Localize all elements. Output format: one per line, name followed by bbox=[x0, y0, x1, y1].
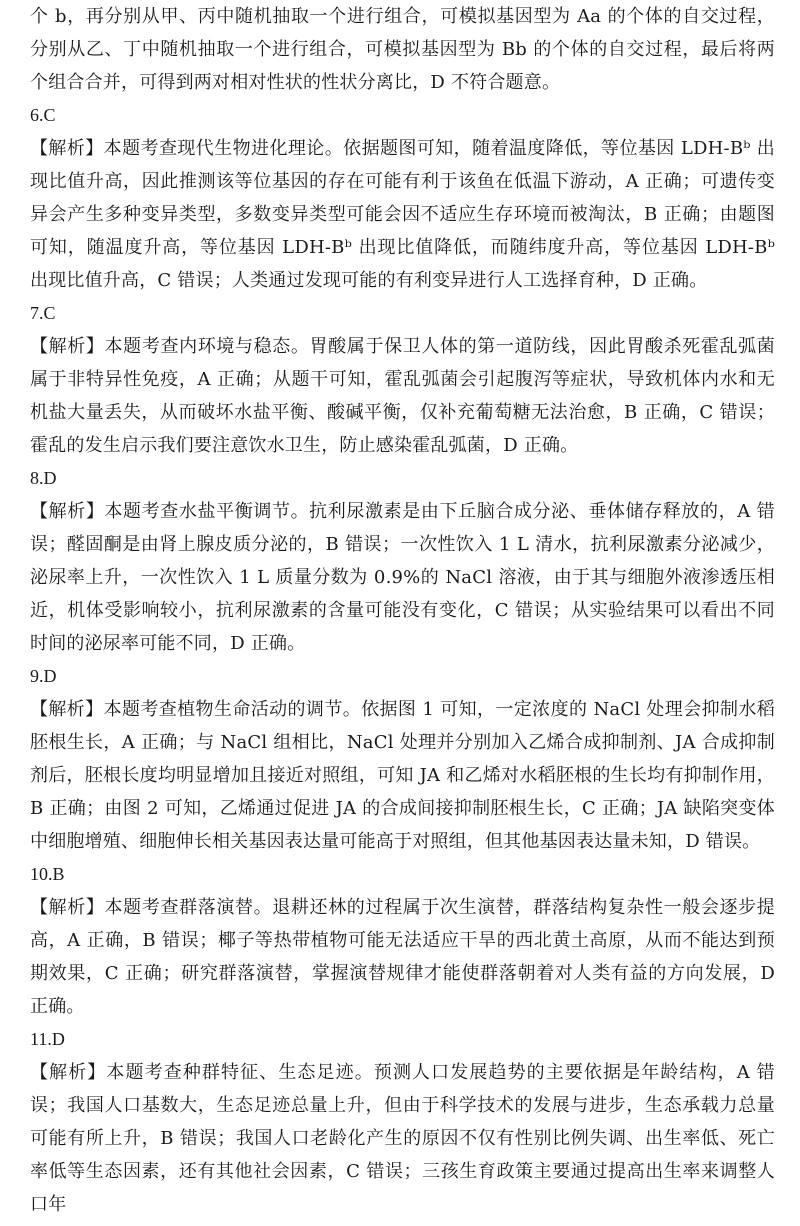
answer-number-11: 11.D bbox=[30, 1029, 65, 1049]
analysis-9: 【解析】本题考查植物生命活动的调节。依据图 1 可知，一定浓度的 NaCl 处理会抑制水稻胚根生长，A 正确；与 NaCl 组相比，NaCl 处理并分别加入乙烯合成抑制剂、JA 合成抑制剂后，胚根长度均明显增加且接近对照组，可知 JA 和乙烯对水稻胚根的生长均有抑制作用，B 正确；由图 2 可知，乙烯通过促进 JA 的合成间接抑制胚根生长，C 正确；JA 缺陷突变体中细胞增殖、细胞伸长相关基因表达量可能高于对照组，但其他基因表达量未知，D 错误。 bbox=[30, 699, 775, 852]
analysis-10: 【解析】本题考查群落演替。退耕还林的过程属于次生演替，群落结构复杂性一般会逐步提高，A 正确，B 错误；椰子等热带植物可能无法适应干旱的西北黄土高原，从而不能达到预期效果，C 正确；研究群落演替，掌握演替规律才能使群落朝着对人类有益的方向发展，D 正确。 bbox=[30, 897, 775, 1017]
answer-number-8: 8.D bbox=[30, 468, 57, 488]
answer-number-10: 10.B bbox=[30, 864, 65, 884]
answer-page bbox=[30, 0, 775, 1221]
answer-number-7: 7.C bbox=[30, 303, 56, 323]
analysis-6: 【解析】本题考查现代生物进化理论。依据题图可知，随着温度降低，等位基因 LDH-Bᵇ 出现比值升高，因此推测该等位基因的存在可能有利于该鱼在低温下游动，A 正确；可遗传变异会产生多种变异类型，多数变异类型可能会因不适应生存环境而被淘汰，B 正确；由题图可知，随温度升高，等位基因 LDH-Bᵇ 出现比值降低，而随纬度升高，等位基因 LDH-Bᵇ 出现比值升高，C 错误；人类通过发现可能的有利变异进行人工选择育种，D 正确。 bbox=[30, 138, 775, 291]
analysis-7: 【解析】本题考查内环境与稳态。胃酸属于保卫人体的第一道防线，因此胃酸杀死霍乱弧菌属于非特异性免疫，A 正确；从题干可知，霍乱弧菌会引起腹泻等症状，导致机体内水和无机盐大量丢失，从而破坏水盐平衡、酸碱平衡，仅补充葡萄糖无法治愈，B 正确，C 错误；霍乱的发生启示我们要注意饮水卫生，防止感染霍乱弧菌，D 正确。 bbox=[30, 336, 775, 456]
intro-paragraph: 个 b，再分别从甲、丙中随机抽取一个进行组合，可模拟基因型为 Aa 的个体的自交过程，分别从乙、丁中随机抽取一个进行组合，可模拟基因型为 Bb 的个体的自交过程，最后将两个组合合并，可得到两对相对性状的性状分离比，D 不符合题意。 bbox=[30, 6, 775, 93]
analysis-11: 【解析】本题考查种群特征、生态足迹。预测人口发展趋势的主要依据是年龄结构，A 错误；我国人口基数大，生态足迹总量上升，但由于科学技术的发展与进步，生态承载力总量可能有所上升，B 错误；我国人口老龄化产生的原因不仅有性别比例失调、出生率低、死亡率低等生态因素，还有其他社会因素，C 错误；三孩生育政策主要通过提高出生率来调整人口年 bbox=[30, 1062, 775, 1215]
answer-number-6: 6.C bbox=[30, 105, 56, 125]
answer-number-9: 9.D bbox=[30, 666, 57, 686]
analysis-8: 【解析】本题考查水盐平衡调节。抗利尿激素是由下丘脑合成分泌、垂体储存释放的，A 错误；醛固酮是由肾上腺皮质分泌的，B 错误；一次性饮入 1 L 清水，抗利尿激素分泌减少，泌尿率上升，一次性饮入 1 L 质量分数为 0.9%的 NaCl 溶液，由于其与细胞外液渗透压相近，机体受影响较小，抗利尿激素的含量可能没有变化，C 错误；从实验结果可以看出不同时间的泌尿率可能不同，D 正确。 bbox=[30, 501, 775, 654]
